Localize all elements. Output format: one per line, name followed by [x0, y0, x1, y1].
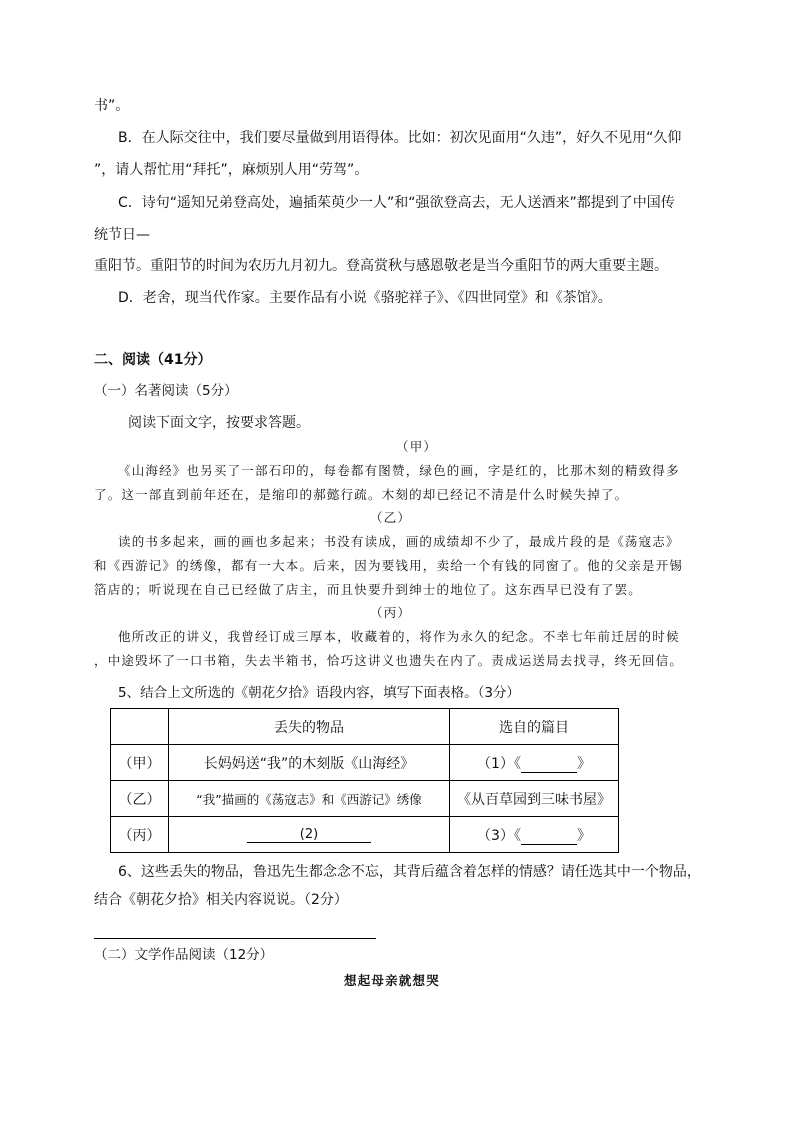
row-item: “我”描画的《荡寇志》和《西游记》绣像: [169, 781, 450, 817]
table-header-item: 丢失的物品: [169, 709, 450, 745]
blank-3-field[interactable]: [521, 828, 577, 845]
excerpt-yi-label: （乙）: [370, 510, 412, 525]
row-label: （丙）: [111, 817, 169, 853]
row-item: [169, 817, 450, 853]
essay-title: 想起母亲就想哭: [344, 973, 440, 988]
option-b-line2: ”，请人帮忙用“拜托”，麻烦别人用“劳驾”。: [94, 162, 369, 178]
blank-3-prefix: （3）《: [477, 827, 521, 844]
option-b-line1: B．在人际交往中，我们要尽量做到用语得体。比如：初次见面用“久违”，好久不见用“久仰: [118, 130, 682, 146]
instruction: 阅读下面文字，按要求答题。: [128, 415, 310, 431]
row-source: 《从百草园到三味书屋》: [450, 781, 619, 817]
table-row: [111, 817, 619, 853]
table-row: [111, 745, 619, 781]
row-item: 长妈妈送“我”的木刻版《山海经》: [169, 745, 450, 781]
answer-table: [110, 708, 619, 853]
excerpt-jia-label: （甲）: [396, 439, 438, 454]
section-heading: 二、阅读（41分）: [94, 352, 212, 368]
row-label: （乙）: [111, 781, 169, 817]
option-d: D．老舍，现当代作家。主要作品有小说《骆驼祥子》、《四世同堂》和《茶馆》。: [118, 290, 612, 306]
excerpt-bing-label: （丙）: [370, 605, 412, 620]
subsection-classics: （一）名著阅读（5分）: [94, 383, 238, 399]
subsection-literature: （二）文学作品阅读（12分）: [94, 947, 274, 963]
question-6-line1: 6、这些丢失的物品，鲁迅先生都念念不忘，其背后蕴含着怎样的情感？请任选其中一个物品，: [118, 864, 701, 880]
table-header-row: [111, 709, 619, 745]
table-header-blank: [111, 709, 169, 745]
option-c-line1: C．诗句“遥知兄弟登高处，遍插茱萸少一人”和“强欲登高去，无人送酒来”都提到了中国传: [118, 195, 675, 211]
blank-3-suffix: 》: [576, 827, 591, 844]
question-6-line2: 结合《朝花夕拾》相关内容说说。（2分）: [94, 892, 348, 908]
question-5: 5、结合上文所选的《朝花夕拾》语段内容，填写下面表格。（3分）: [118, 685, 520, 701]
excerpt-jia-line1: 《山海经》也另买了一部石印的，每卷都有图赞，绿色的画，字是红的，比那木刻的精致得多: [118, 463, 680, 478]
option-c-line2: 统节日—: [94, 227, 150, 243]
row-source: [450, 817, 619, 853]
excerpt-yi-line2: 和《西游记》的绣像，都有一大本。后来，因为要钱用，卖给一个有钱的同窗了。他的父亲是开锡: [94, 558, 684, 573]
row-label: （甲）: [111, 745, 169, 781]
blank-2-field[interactable]: (2): [247, 827, 371, 843]
option-a-tail: 书”。: [94, 98, 130, 114]
excerpt-yi-line1: 读的书多起来，画的画也多起来；书没有读成，画的成绩却不少了，最成片段的是《荡寇志》: [118, 534, 680, 549]
excerpt-jia-line2: 了。这一部直到前年还在，是缩印的郝懿行疏。木刻的却已经记不清是什么时候失掉了。: [94, 487, 629, 502]
excerpt-yi-line3: 箔店的；听说现在自己已经做了店主，而且快要升到绅士的地位了。这东西早已没有了罢。: [94, 582, 643, 597]
row-source: [450, 745, 619, 781]
excerpt-bing-line2: ，中途毁坏了一口书箱，失去半箱书，恰巧这讲义也遗失在内了。责成运送局去找寻，终无回信。: [94, 653, 684, 668]
option-c-line3: 重阳节。重阳节的时间为农历九月初九。登高赏秋与感恩敬老是当今重阳节的两大重要主题。: [94, 258, 668, 274]
table-row: [111, 781, 619, 817]
blank-1-suffix: 》: [576, 755, 591, 772]
blank-1-prefix: （1）《: [477, 755, 521, 772]
table-header-source: 选自的篇目: [450, 709, 619, 745]
blank-1-field[interactable]: [521, 756, 577, 773]
divider-rule: [94, 938, 376, 939]
excerpt-bing-line1: 他所改正的讲义，我曾经订成三厚本，收藏着的，将作为永久的纪念。不幸七年前迁居的时候: [118, 629, 680, 644]
